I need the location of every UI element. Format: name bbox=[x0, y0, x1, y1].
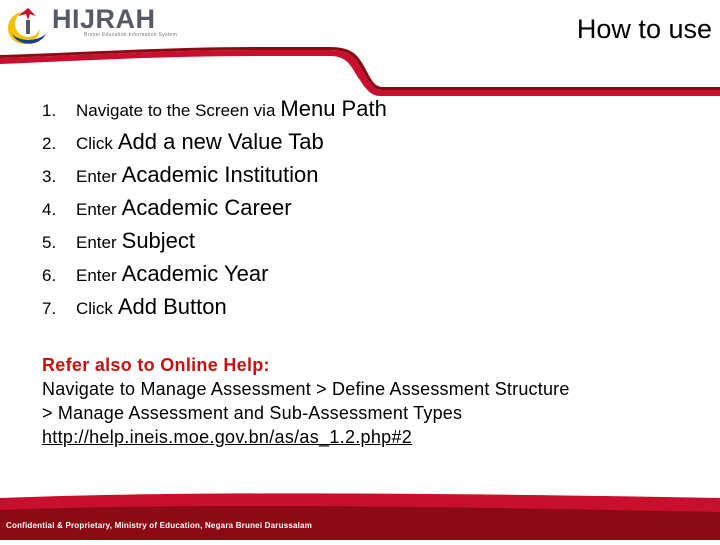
steps-list bbox=[42, 96, 387, 327]
page-title: How to use bbox=[576, 14, 712, 44]
help-path-line-1: Navigate to Manage Assessment > Define Assessment Structure bbox=[42, 379, 570, 399]
step-target: Menu Path bbox=[280, 96, 387, 121]
logo-tagline: Brunei Education Information System bbox=[84, 32, 178, 38]
list-item-step-2 bbox=[42, 129, 387, 162]
slide-footer bbox=[0, 492, 720, 540]
step-target: Academic Career bbox=[121, 195, 292, 220]
list-item-step-6 bbox=[42, 261, 387, 294]
step-action: Enter bbox=[76, 200, 117, 219]
step-action: Navigate to the Screen via bbox=[76, 101, 276, 120]
step-target: Add a new Value Tab bbox=[117, 129, 324, 154]
step-number: 6. bbox=[42, 266, 57, 285]
list-item-step-5 bbox=[42, 228, 387, 261]
step-number: 3. bbox=[42, 167, 57, 186]
list-item-step-7 bbox=[42, 294, 387, 327]
step-number: 4. bbox=[42, 200, 57, 219]
list-item-step-3 bbox=[42, 162, 387, 195]
crest-icon bbox=[6, 4, 50, 50]
step-action: Enter bbox=[76, 167, 117, 186]
online-help-section bbox=[42, 353, 702, 449]
step-action: Click bbox=[76, 134, 113, 153]
step-target: Academic Year bbox=[121, 261, 269, 286]
logo-wordmark: HIJRAH bbox=[52, 4, 156, 34]
online-help-heading: Refer also to Online Help: bbox=[42, 355, 270, 375]
step-target: Subject bbox=[121, 228, 196, 253]
list-item-step-1 bbox=[42, 96, 387, 129]
step-action: Click bbox=[76, 299, 113, 318]
slide-header bbox=[0, 0, 720, 96]
footer-swoosh bbox=[0, 492, 720, 540]
step-action: Enter bbox=[76, 233, 117, 252]
help-path-line-2: > Manage Assessment and Sub-Assessment Types bbox=[42, 403, 463, 423]
online-help-link[interactable]: http://help.ineis.moe.gov.bn/as/as_1.2.php#2 bbox=[42, 427, 413, 447]
step-number: 2. bbox=[42, 134, 57, 153]
step-number: 7. bbox=[42, 299, 57, 318]
step-action: Enter bbox=[76, 266, 117, 285]
step-number: 5. bbox=[42, 233, 57, 252]
step-target: Add Button bbox=[117, 294, 227, 319]
step-target: Academic Institution bbox=[121, 162, 319, 187]
list-item-step-4 bbox=[42, 195, 387, 228]
step-number: 1. bbox=[42, 101, 57, 120]
footer-confidential-text: Confidential & Proprietary, Ministry of Education, Negara Brunei Darussalam bbox=[6, 521, 313, 530]
